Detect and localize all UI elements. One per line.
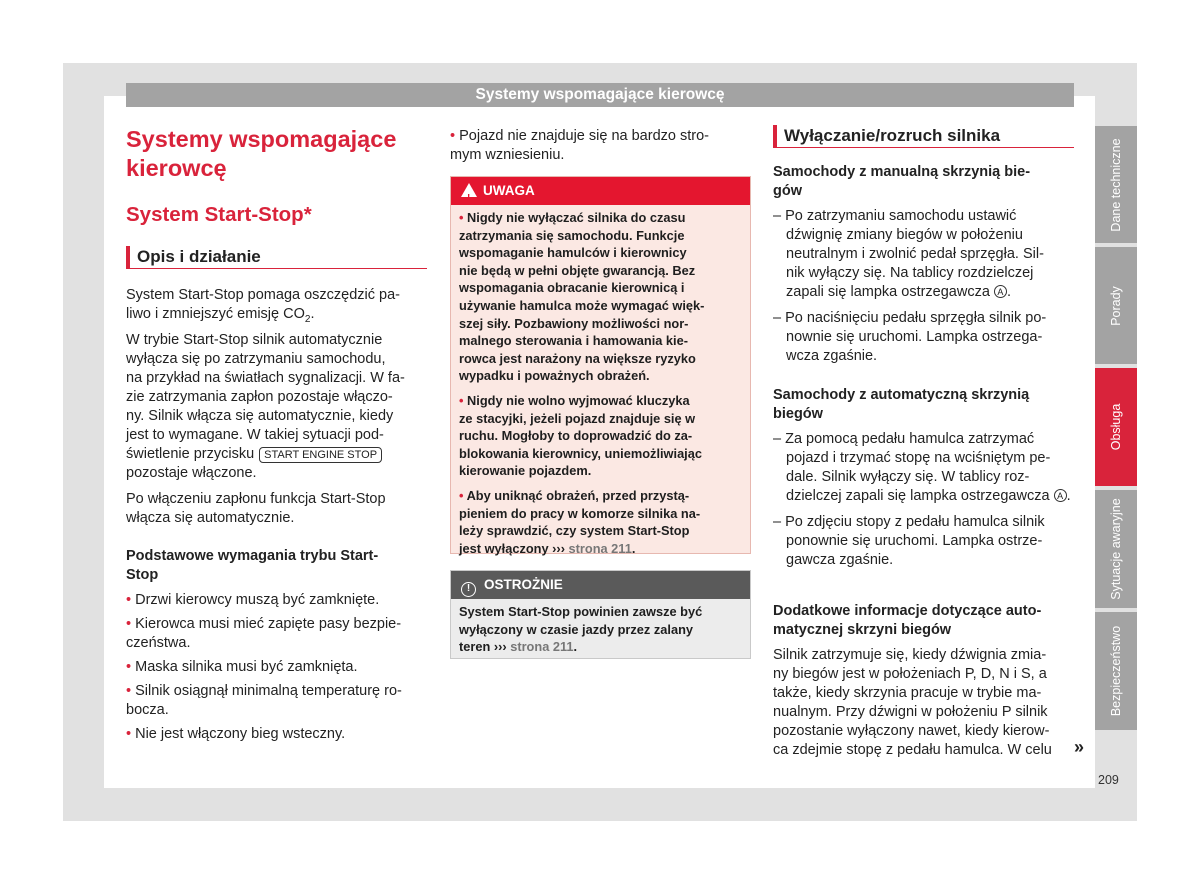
warning-triangle-icon [461,183,477,197]
list-item-line [126,682,428,701]
paragraph-line: także, kiedy skrzynia pracuje w trybie ma- [773,685,1042,701]
paragraph-line: Silnik zatrzymuje się, kiedy dźwignia zmia- [773,647,1047,663]
dash-item [773,309,1074,366]
text-span: rowca jest narażony na większe ryzyko [459,350,696,366]
list-item-line [126,634,428,653]
text-span: . [1066,488,1071,504]
list-item [126,658,428,677]
paragraph-line: wyłącza się po zatrzymaniu samochodu, [126,351,386,367]
box-line [459,262,742,280]
text-span: używanie hamulca może wymagać więk- [459,297,705,313]
warning-lamp-icon: A [994,285,1007,298]
heading-line: Samochody z automatyczną skrzynią [773,387,1030,403]
text-span: wspomagania obracanie kierownicą i [459,280,685,296]
text-span: malnego sterowania i hamowania kie- [459,333,688,349]
text-span: Maska silnika musi być zamknięta. [135,659,358,675]
automatic-title [773,386,1074,424]
bullet-icon: • [126,616,136,632]
dash-mark: – [773,208,786,224]
text-span: ponownie się uruchomi. Lampka ostrze- [786,533,1043,549]
text-span: ze stacyjki, jeżeli pojazd znajduje się w [459,410,696,426]
dash-line [773,328,1074,347]
warning-text [451,205,750,557]
box-line [459,462,742,480]
paragraph-line: ny biegów jest w położeniach P, D, N i S, a [773,666,1047,682]
text-span: dzielczej zapali się lampka ostrzegawcza [786,488,1050,504]
exclamation-circle-icon: ! [461,582,476,597]
heading-line: matycznej skrzyni biegów [773,622,952,638]
paragraph-line: nualnym. Przy dźwigni w położeniu P silnik [773,704,1048,720]
text-span: Po zdjęciu stopy z pedału hamulca silnik [785,514,1045,530]
dash-line [773,245,1074,264]
bullet-icon: • [126,659,136,675]
list-item-line [126,615,428,634]
text-span: blokowania kierownicy, uniemożliwiając [459,445,702,461]
caution-box [450,570,751,659]
continue-mark: » [1074,737,1085,757]
paragraph-intro: System Start-Stop pomaga oszczędzić pa- liwo i zmniejszyć emisję $CO_2$. [126,287,401,325]
text-span: Nigdy nie wyłączać silnika do czasu [467,210,686,225]
dash-mark: – [773,514,786,530]
requirements-list [126,591,428,749]
list-item [126,591,428,610]
extra-info-title [773,602,1074,640]
list-item-line [126,701,428,720]
text-span: leży sprawdzić, czy system Start-Stop [459,523,690,539]
running-header: Systemy wspomagające kierowcę [126,83,1074,107]
text-span: teren ››› [459,639,511,655]
dash-line [773,283,1074,302]
automatic-list [773,430,1074,577]
text-span: nik wyłączy się. Na tablicy rozdzielczej [786,265,1034,281]
dash-line [773,347,1074,366]
text-span: Po naciśnięciu pedału sprzęgła silnik po- [785,310,1047,326]
text-span: Drzwi kierowcy muszą być zamknięte. [135,592,380,608]
box-line [459,445,742,463]
text-span: Nigdy nie wolno wyjmować kluczyka [467,392,690,408]
dash-line [773,468,1074,487]
text-span: pieniem do pracy w komorze silnika na- [459,505,701,521]
warning-lamp-icon: A [1054,489,1067,502]
box-line [459,540,742,558]
extra-info-text [773,646,1074,760]
paragraph-line: ca zdejmie stopę z pedału hamulca. W celu [773,742,1052,758]
box-line [459,244,742,262]
paragraph-line: pozostanie wyłączony nawet, kiedy kierow- [773,723,1050,739]
box-line [459,227,742,245]
page-number: 209 [1098,773,1119,787]
dash-line [773,309,1074,328]
list-item-line [450,127,751,146]
dash-item [773,207,1074,302]
paragraph-line: jest to wymagane. W takiej sytuacji pod- [126,427,384,443]
list-item-line [450,146,751,165]
text-span: nownie się uruchomi. Lampka ostrzega- [786,329,1043,345]
box-paragraph [459,487,742,557]
list-item [126,615,428,653]
text-span: neutralnym i zwolnić pedał sprzęgła. Sil- [786,246,1044,262]
text-span: Aby uniknąć obrażeń, przed przystą- [466,487,690,503]
box-line: System Start-Stop powinien zawsze być [459,604,703,619]
text-span: kierowanie pojazdem. [459,463,592,479]
page-link[interactable]: strona 211 [568,540,632,556]
warning-box [450,176,751,554]
text-span: Nie jest włączony bieg wsteczny. [135,726,346,742]
paragraph-line: pozostaje włączone. [126,465,257,481]
start-engine-stop-key: START ENGINE STOP [259,447,382,463]
tab-dane-techniczne[interactable]: Dane techniczne [1095,126,1137,243]
paragraph-line: włącza się automatycznie. [126,510,295,526]
dash-line [773,449,1074,468]
dash-mark: – [773,431,786,447]
manual-title [773,163,1074,201]
paragraph-line [126,445,428,464]
text-span: zatrzymania się samochodu. Funkcje [459,227,685,243]
dash-line [773,226,1074,245]
bullet-icon: • [459,487,467,503]
box-line [459,315,742,333]
text-span: dale. Silnik wyłączy się. W tablicy roz- [786,469,1030,485]
heading-line: Dodatkowe informacje dotyczące auto- [773,603,1042,619]
heading-line: Stop [126,567,159,583]
page-link[interactable]: strona 211 [510,639,574,655]
dash-line [773,430,1074,449]
text-span: mym wzniesieniu. [450,147,565,163]
paragraph-mode [126,331,428,483]
dash-line [773,551,1074,570]
text-span: jest wyłączony ››› [459,540,569,556]
text-span: bocza. [126,702,169,718]
paragraph-line: ny. Silnik włącza się automatycznie, kiedy [126,408,394,424]
list-item [126,682,428,720]
dash-line [773,532,1074,551]
text-span: . [631,540,636,556]
text-span: wspomaganie hamulców i kierownicy [459,245,687,261]
box-line [459,522,742,540]
text-span: Pojazd nie znajduje się na bardzo stro- [459,128,709,144]
box-line [459,427,742,445]
text-span: dźwignię zmiany biegów w położeniu [786,227,1023,243]
bullet-icon: • [126,592,136,608]
box-line [459,332,742,350]
box-line [459,209,742,227]
dash-line [773,487,1074,506]
list-item-slope [450,127,751,165]
box-line [459,487,742,505]
box-line [459,279,742,297]
heading-line: Samochody z manualną skrzynią bie- [773,164,1031,180]
caution-text [451,599,750,656]
paragraph-line: W trybie Start-Stop silnik automatycznie [126,332,383,348]
text-span: czeństwa. [126,635,191,651]
list-item-line [126,725,428,744]
box-paragraph [459,209,742,385]
bullet-icon: • [126,683,136,699]
caution-title: ! OSTROŻNIE [451,571,750,599]
box-line: wyłączony w czasie jazdy przez zalany [459,621,693,637]
bullet-icon: • [459,392,468,408]
box-paragraph [459,392,742,480]
text-span: wcza zgaśnie. [786,348,878,364]
paragraph-ignition [126,490,428,528]
box-line [459,638,742,656]
bullet-icon: • [450,128,460,144]
requirements-title [126,547,428,585]
text-span: . [573,639,578,655]
text-span: gawcza zgaśnie. [786,552,894,568]
text-span: Po zatrzymaniu samochodu ustawić [785,208,1017,224]
text-span: Za pomocą pedału hamulca zatrzymać [785,431,1035,447]
tab-obsluga[interactable]: Obsługa [1095,368,1137,486]
dash-mark: – [773,310,786,326]
page-subtitle: System Start-Stop* [126,203,312,226]
bullet-icon: • [459,210,468,225]
list-item-line [126,591,428,610]
paragraph-line: Po włączeniu zapłonu funkcja Start-Stop [126,491,386,507]
box-line [459,350,742,368]
text-span: Silnik osiągnął minimalną temperaturę ro- [135,683,402,699]
box-line [459,297,742,315]
text-span: Kierowca musi mieć zapięte pasy bezpie- [135,616,402,632]
text-span: nie będą w pełni objęte gwarancją. Bez [459,262,696,278]
text-span: ruchu. Mogłoby to doprowadzić do za- [459,428,693,444]
text-span: zapali się lampka ostrzegawcza [786,284,990,300]
dash-item [773,513,1074,570]
box-line [459,367,742,385]
heading-line: biegów [773,406,823,422]
section-heading-rozruch: Wyłączanie/rozruch silnika [773,125,1074,148]
box-line [459,410,742,428]
dash-line [773,513,1074,532]
text-span: . [1006,284,1011,300]
tab-porady[interactable]: Porady [1095,247,1137,364]
warning-title: !UWAGA [451,177,750,205]
tab-bezpieczenstwo[interactable]: Bezpieczeństwo [1095,612,1137,730]
paragraph-line: zie zatrzymania zapłon pozostaje włączo- [126,389,393,405]
tab-sytuacje-awaryjne[interactable]: Sytuacje awaryjne [1095,490,1137,608]
heading-line: gów [773,183,802,199]
text-span: pojazd i trzymać stopę na wciśniętym pe- [786,450,1051,466]
dash-line [773,264,1074,283]
paragraph-line: na przykład na światłach sygnalizacji. W fa- [126,370,405,386]
list-item [126,725,428,744]
dash-line [773,207,1074,226]
text-span: szej siły. Pozbawiony możliwości nor- [459,315,689,331]
manual-list [773,207,1074,373]
bullet-icon: • [126,726,136,742]
list-item-line [126,658,428,677]
text-span: wypadku i poważnych obrażeń. [459,368,650,384]
section-heading-opis: Opis i działanie [126,246,427,269]
dash-item [773,430,1074,506]
box-line [459,505,742,523]
box-line [459,392,742,410]
heading-line: Podstawowe wymagania trybu Start- [126,548,379,564]
text-span: świetlenie przycisku [126,446,259,462]
page-title: Systemy wspomagające kierowcę [126,126,397,181]
